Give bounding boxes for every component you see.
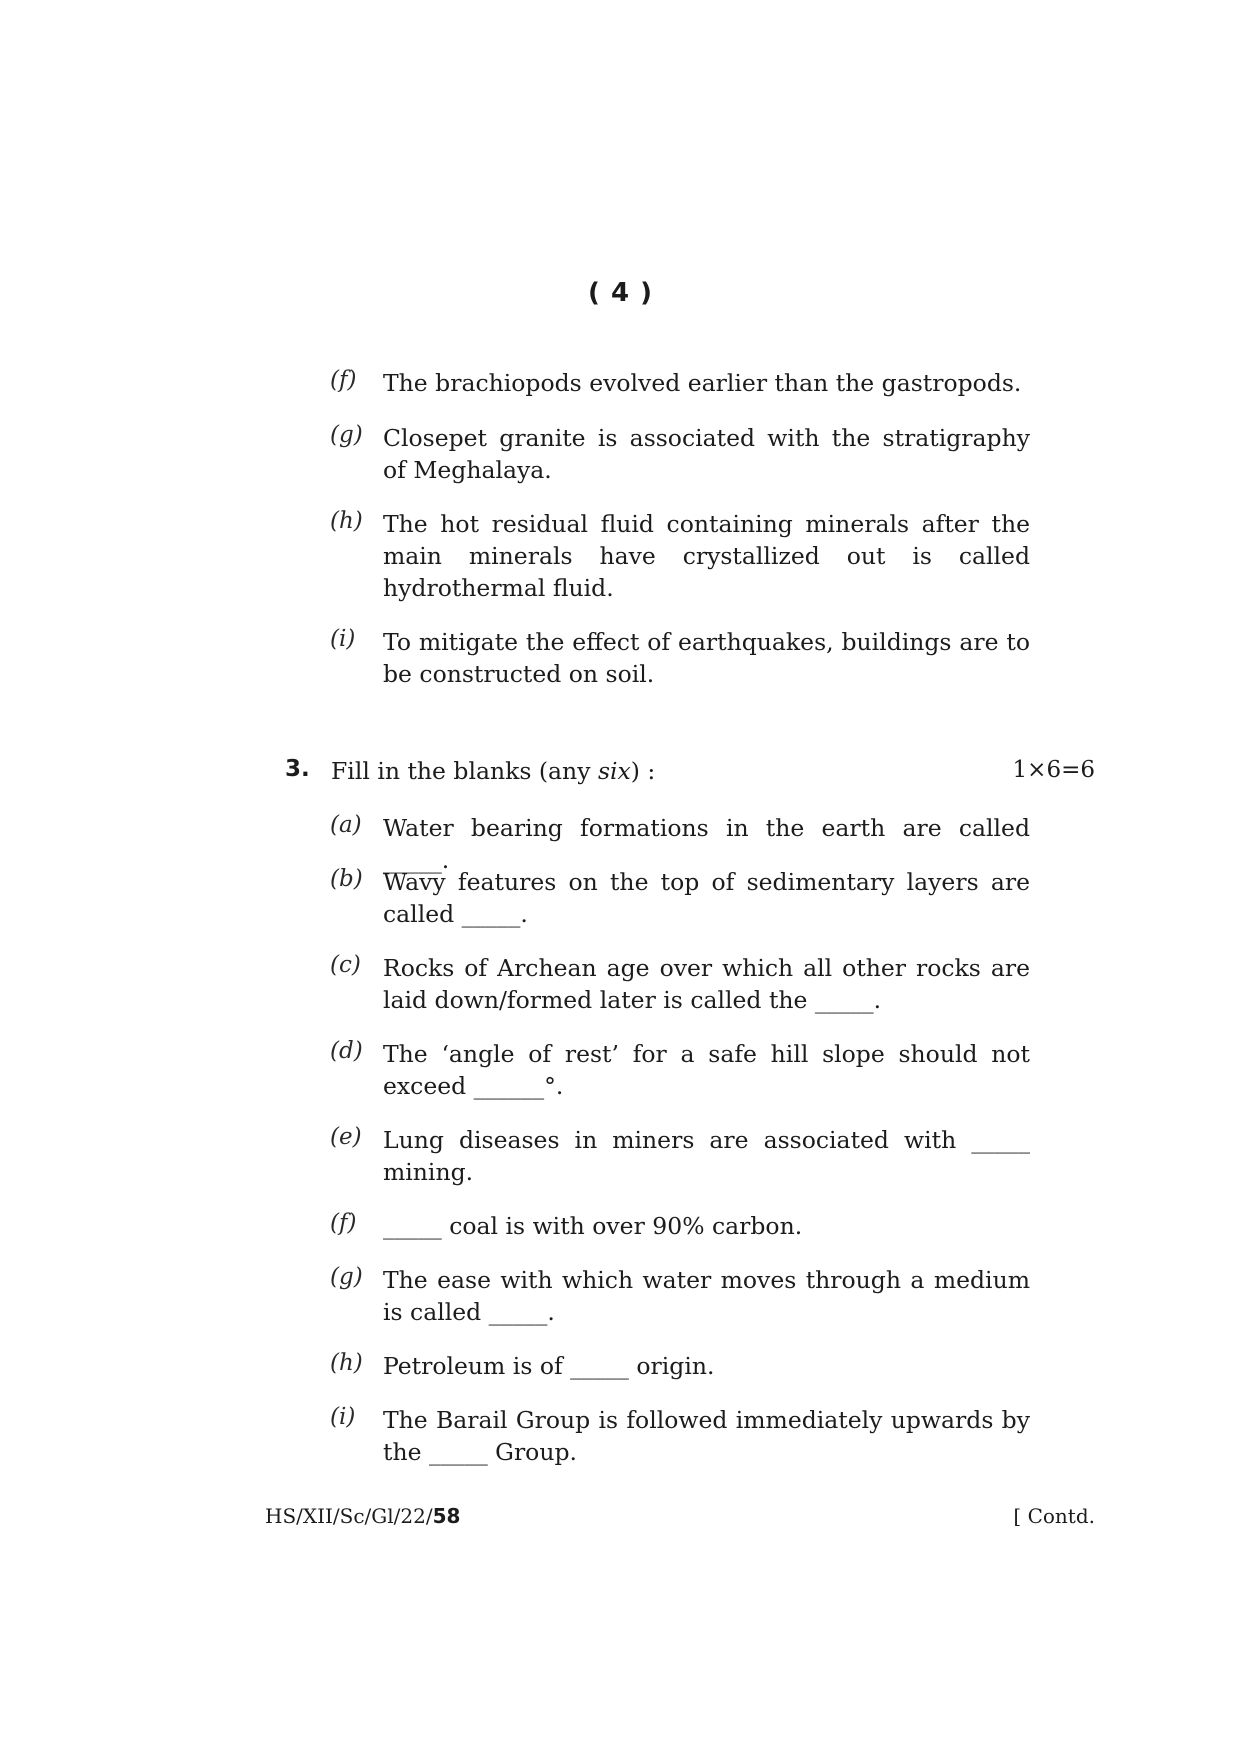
- item-text: Water bearing formations in the earth are called _____.: [383, 814, 1030, 874]
- item-label: (e): [330, 1124, 362, 1150]
- blank-item-b: [330, 866, 1030, 930]
- item-label: (h): [330, 1350, 363, 1376]
- item-text: Wavy features on the top of sedimentary layers are called _____.: [383, 868, 1030, 928]
- item-label: (g): [330, 1264, 363, 1290]
- question-instruction-emphasis: six: [597, 757, 631, 785]
- page-number: ( 4 ): [588, 278, 653, 308]
- item-text: Rocks of Archean age over which all other rocks are laid down/formed later is called the _____.: [383, 954, 1030, 1014]
- item-label: (c): [330, 952, 361, 978]
- continued-marker: [ Contd.: [1013, 1504, 1095, 1528]
- item-label: (g): [330, 422, 363, 448]
- item-text: To mitigate the effect of earthquakes, buildings are to be constructed on soil.: [383, 628, 1030, 688]
- item-label: (i): [330, 1404, 356, 1430]
- blank-item-h: [330, 1350, 1030, 1382]
- item-label: (h): [330, 508, 363, 534]
- item-text: Closepet granite is associated with the stratigraphy of Meghalaya.: [383, 424, 1030, 484]
- question-number: 3.: [285, 756, 310, 782]
- blank-item-g: [330, 1264, 1030, 1328]
- blank-item-e: [330, 1124, 1030, 1188]
- item-text: _____ coal is with over 90% carbon.: [383, 1212, 803, 1240]
- statement-item-i: [330, 626, 1030, 690]
- item-label: (f): [330, 367, 357, 393]
- item-text: Petroleum is of _____ origin.: [383, 1352, 715, 1380]
- statement-item-h: [330, 508, 1030, 604]
- item-text: The brachiopods evolved earlier than the gastropods.: [383, 369, 1022, 397]
- blank-item-i: [330, 1404, 1030, 1468]
- item-label: (b): [330, 866, 363, 892]
- statement-item-f: [330, 367, 1030, 399]
- item-text: The ease with which water moves through a medium is called _____.: [383, 1266, 1030, 1326]
- paper-code: HS/XII/Sc/Gl/22/58: [265, 1504, 461, 1528]
- item-text: The Barail Group is followed immediately upwards by the _____ Group.: [383, 1406, 1030, 1466]
- item-label: (f): [330, 1210, 357, 1236]
- blank-item-c: [330, 952, 1030, 1016]
- statement-item-g: [330, 422, 1030, 486]
- item-label: (d): [330, 1038, 363, 1064]
- item-label: (i): [330, 626, 356, 652]
- blank-item-d: [330, 1038, 1030, 1102]
- item-label: (a): [330, 812, 362, 838]
- paper-code-page: 58: [432, 1504, 461, 1528]
- item-text: The ‘angle of rest’ for a safe hill slope should not exceed ______°.: [383, 1040, 1030, 1100]
- question-marks: 1×6=6: [1012, 757, 1095, 783]
- blank-item-f: [330, 1210, 1030, 1242]
- question-instruction: Fill in the blanks (any six) :: [331, 757, 656, 785]
- item-text: The hot residual fluid containing minerals after the main minerals have crystallized out is called hydrothermal fluid.: [383, 510, 1030, 602]
- item-text: Lung diseases in miners are associated with _____ mining.: [383, 1126, 1030, 1186]
